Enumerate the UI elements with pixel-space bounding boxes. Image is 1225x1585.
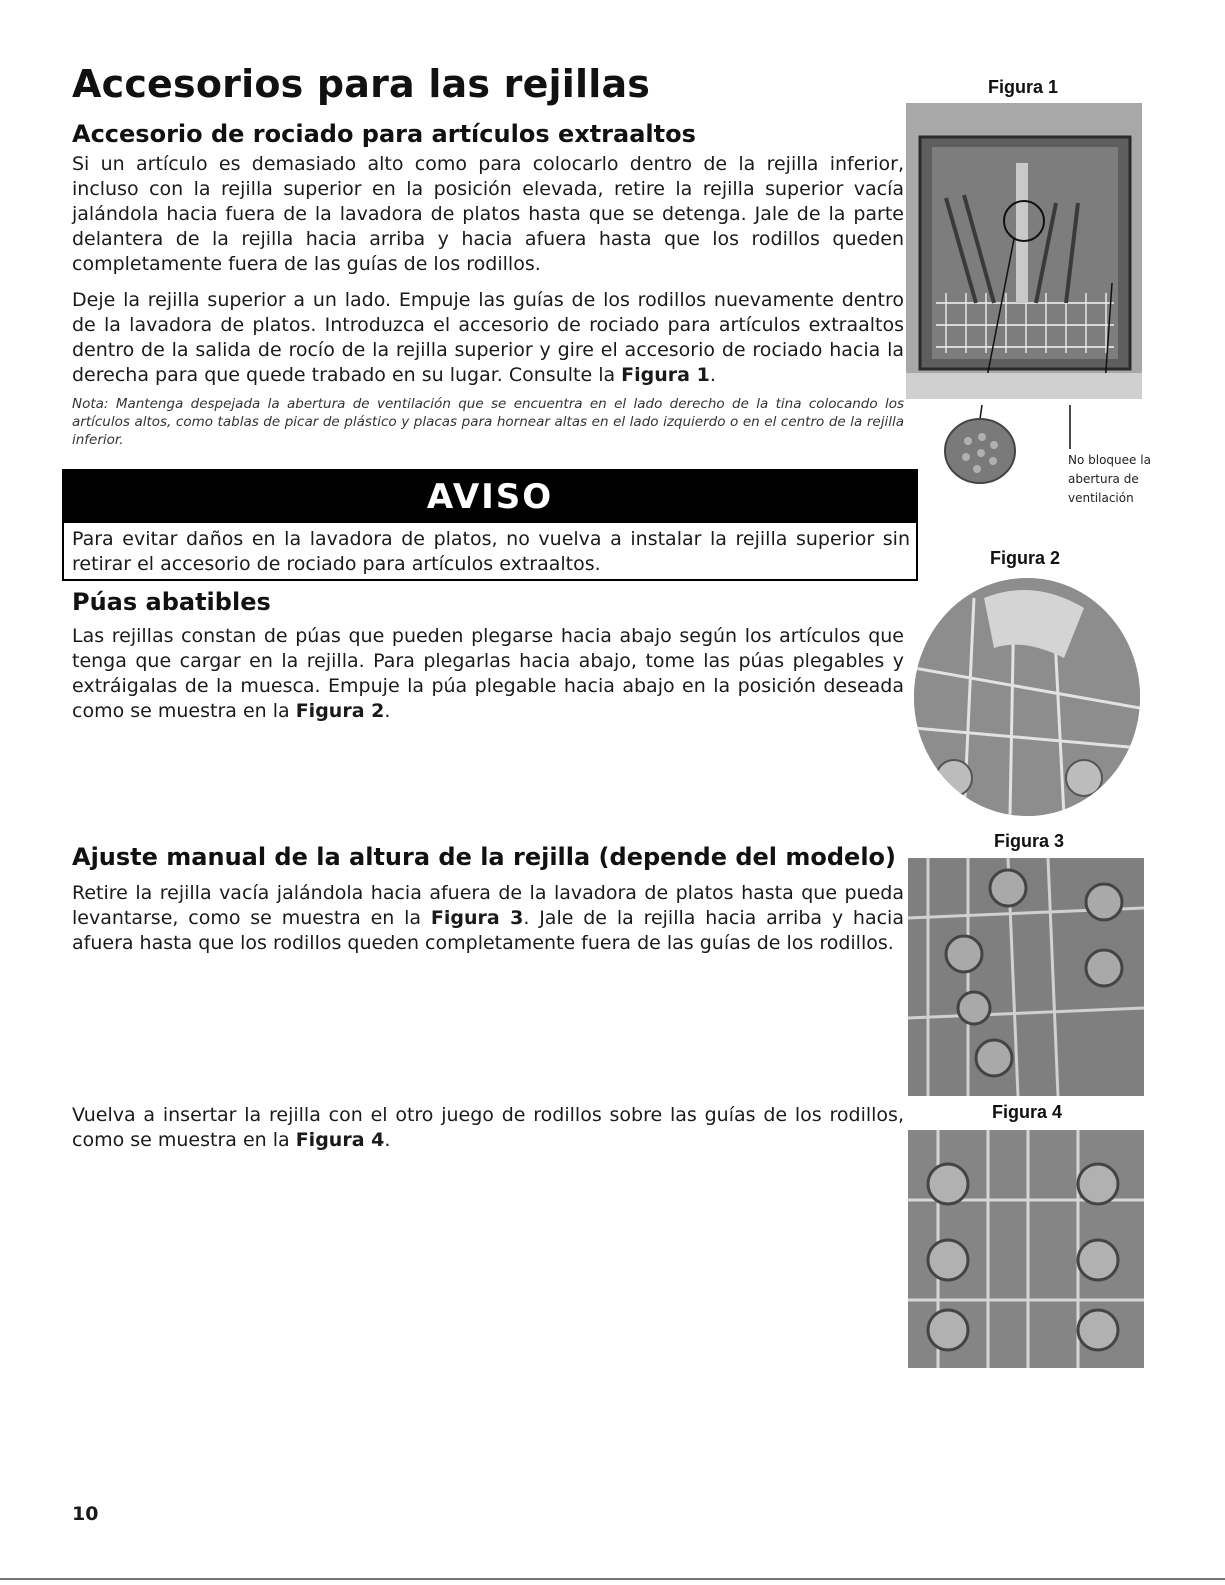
figure-4-label: Figura 4 xyxy=(992,1102,1063,1122)
section-heading-spray-accessory: Accesorio de rociado para artículos extraaltos xyxy=(72,120,696,148)
paragraph-spray-2-text: Deje la rejilla superior a un lado. Empuje las guías de los rodillos nuevamente dentro de la lavadora de platos. Introduzca el accesorio de rociado para artículos extraaltos dentro de la salida de rocío de la rejilla superior y gire el accesorio de rociado hacia la derecha para que quede trabado en su lugar. Consulte la xyxy=(72,289,904,386)
rack-rollers-illustration xyxy=(908,858,1144,1096)
section-heading-folding-tines: Púas abatibles xyxy=(72,588,271,616)
paragraph-rack-height-1-text: Retire la rejilla vacía jalándola hacia afuera de la lavadora de platos hasta que pueda levantarse, como se muestra en la xyxy=(72,882,904,929)
figure-2-label: Figura 2 xyxy=(990,548,1061,568)
paragraph-rack-height-2-text: Vuelva a insertar la rejilla con el otro juego de rodillos sobre las guías de los rodillos, como se muestra en la xyxy=(72,1104,904,1151)
figure-2-tines-photo xyxy=(914,578,1140,816)
figure-3-label: Figura 3 xyxy=(994,831,1065,851)
dishwasher-interior-illustration xyxy=(906,103,1142,399)
paragraph-rack-height-2: Vuelva a insertar la rejilla con el otro juego de rodillos sobre las guías de los rodillos, como se muestra en la Figura 4. xyxy=(72,1104,904,1151)
page-title: Accesorios para las rejillas xyxy=(72,62,651,106)
paragraph-rack-height-1 xyxy=(72,881,904,956)
figure-3-rack-height-photo xyxy=(908,858,1144,1096)
aviso-warning-box xyxy=(62,469,918,581)
figure-3-reference: Figura 3 xyxy=(430,907,524,929)
figure-4-reference: Figura 4 xyxy=(295,1129,385,1151)
aviso-heading: AVISO xyxy=(426,477,554,517)
paragraph-rack-height-1-tail: . Jale de la rejilla hacia arriba y hacia afuera hasta que los rodillos queden completamente fuera de las guías de los rodillos. xyxy=(72,907,904,954)
aviso-text: Para evitar daños en la lavadora de platos, no vuelva a instalar la rejilla superior sin retirar el accesorio de rociado para artículos extraaltos. xyxy=(72,528,910,575)
paragraph-folding-tines-text: Las rejillas constan de púas que pueden plegarse hacia abajo según los artículos que tenga que cargar en la rejilla. Para plegarlas hacia abajo, tome las púas plegables y extráigalas de la muesca. Empuje la púa plegable hacia abajo en la posición deseada como se muestra en la xyxy=(72,625,904,722)
figure-1-dishwasher-photo xyxy=(906,103,1142,399)
figure-4-reinsert-photo xyxy=(908,1130,1144,1368)
page-number: 10 xyxy=(72,1503,99,1525)
bottom-divider xyxy=(0,1578,1225,1580)
section-heading-rack-height: Ajuste manual de la altura de la rejilla (depende del modelo) xyxy=(72,843,897,871)
figure-1-label: Figura 1 xyxy=(988,77,1059,97)
paragraph-spray-2: Deje la rejilla superior a un lado. Empuje las guías de los rodillos nuevamente dentro de la lavadora de platos. Introduzca el accesorio de rociado para artículos extraaltos dentro de la salida de rocío de la rejilla superior y gire el accesorio de rociado hacia la derecha para que quede trabado en su lugar. Consulte la Figura 1. xyxy=(72,289,904,386)
paragraph-folding-tines: Las rejillas constan de púas que pueden plegarse hacia abajo según los artículos que tenga que cargar en la rejilla. Para plegarlas hacia abajo, tome las púas plegables y extráigalas de la muesca. Empuje la púa plegable hacia abajo en la posición deseada como se muestra en la Figura 2. xyxy=(72,625,904,722)
paragraph-spray-1: Si un artículo es demasiado alto como para colocarlo dentro de la rejilla inferior, incluso con la rejilla superior en la posición elevada, retire la rejilla superior vacía jalándola hacia fuera de la lavadora de platos hasta que se detenga. Jale de la parte delantera de la rejilla hacia arriba y hacia afuera hasta que los rodillos queden completamente fuera de las guías de los rodillos. xyxy=(72,153,904,275)
rack-reinsert-illustration xyxy=(908,1130,1144,1368)
note-ventilation: Nota: Mantenga despejada la abertura de ventilación que se encuentra en el lado derecho de la tina colocando los artículos altos, como tablas de picar de plástico y placas para hornear altas en el lado izquierdo o en el centro de la rejilla inferior. xyxy=(72,396,904,448)
aviso-banner xyxy=(64,471,916,523)
vent-cover-illustration xyxy=(935,405,1075,485)
folding-tines-illustration xyxy=(914,578,1140,816)
figure-2-reference: Figura 2 xyxy=(295,700,385,722)
figure-1-caption: No bloquee la abertura de ventilación xyxy=(1068,453,1151,505)
figure-1-reference: Figura 1 xyxy=(621,364,710,386)
